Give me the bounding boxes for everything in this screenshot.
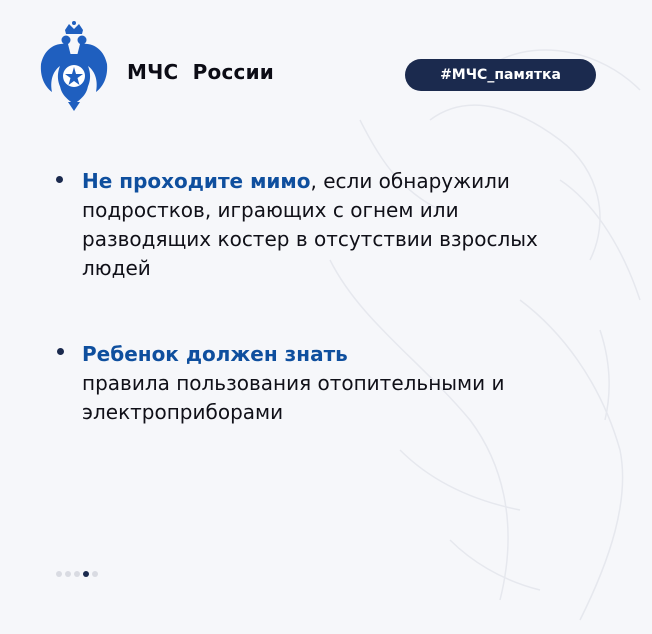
pager-dot[interactable] [65, 571, 71, 577]
list-item-lead: Ребенок должен знать [82, 342, 348, 366]
list-item [82, 340, 562, 427]
pager-dot[interactable] [74, 571, 80, 577]
bullet-dot [56, 176, 63, 183]
list-item-text: , если обнаружили подростков, играющих с огнем или разводящих костер в отсутствии взрослых людей [82, 169, 538, 280]
list-item [82, 167, 562, 283]
pager-dot-active[interactable] [83, 571, 89, 577]
pager-dot[interactable] [56, 571, 62, 577]
header [0, 0, 652, 120]
organization-name: МЧС России [127, 60, 275, 84]
pager-dot[interactable] [92, 571, 98, 577]
slide-pager [56, 571, 98, 577]
bullet-dot [57, 348, 64, 355]
emergency-ministry-emblem-icon [38, 20, 110, 112]
list-item-lead: Не проходите мимо [82, 169, 311, 193]
hashtag-badge[interactable]: #МЧС_памятка [405, 59, 596, 91]
list-item-text: правила пользования отопительными и электроприборами [82, 371, 505, 424]
